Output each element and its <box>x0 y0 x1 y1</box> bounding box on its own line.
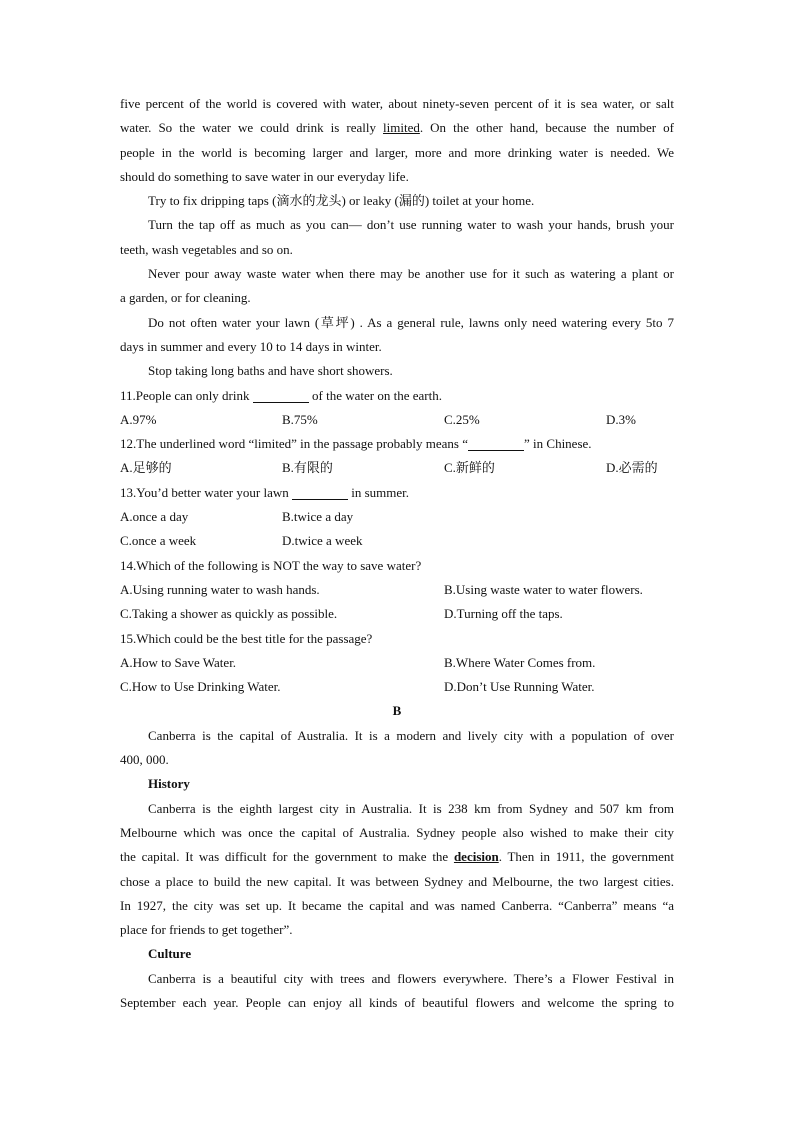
option-b: B.75% <box>282 411 318 427</box>
question-14-options-row-1 <box>120 578 674 602</box>
option-c: C.once a week <box>120 533 197 549</box>
question-13 <box>120 481 674 505</box>
option-d: D.3% <box>606 411 636 427</box>
question-text: of the water on the earth. <box>312 387 442 403</box>
question-15: 15.Which could be the best title for the passage? <box>120 630 373 646</box>
answer-blank <box>253 388 309 403</box>
tip-lawn-line-1: Do not often water your lawn (草坪) . As a general rule, lawns only need watering every 5to 7 <box>148 314 674 330</box>
tip-turn-tap-off-line-2: teeth, wash vegetables and so on. <box>120 241 293 257</box>
option-a: A.once a day <box>120 509 189 525</box>
history-line-4: chose a place to build the new capital. It was between Sydney and Melbourne, the two largest cities. <box>120 873 674 889</box>
answer-blank <box>468 436 524 451</box>
question-11-options <box>120 408 674 432</box>
option-d: D.Don’t Use Running Water. <box>444 679 595 695</box>
option-a: A.Using running water to wash hands. <box>120 581 320 597</box>
underlined-word-decision: decision <box>453 849 499 865</box>
tip-waste-water-line-1: Never pour away waste water when there may be another use for it such as watering a plant or <box>148 266 674 282</box>
question-13-options-row-2 <box>120 529 674 553</box>
history-line-1: Canberra is the eighth largest city in Australia. It is 238 km from Sydney and 507 km from <box>148 800 674 816</box>
option-c: C.Taking a shower as quickly as possible. <box>120 606 338 622</box>
option-a: A.97% <box>120 411 157 427</box>
history-line-6: place for friends to get together”. <box>120 922 293 938</box>
question-12 <box>120 432 674 456</box>
option-d: D.Turning off the taps. <box>444 606 563 622</box>
question-text: ” in Chinese. <box>524 436 592 452</box>
text-span: . Then in 1911, the government <box>498 849 674 865</box>
answer-blank <box>292 485 348 500</box>
question-12-options <box>120 456 674 480</box>
option-c: C.25% <box>444 411 480 427</box>
option-b: B.Using waste water to water flowers. <box>444 581 643 597</box>
question-15-options-row-2 <box>120 675 674 699</box>
tip-showers: Stop taking long baths and have short showers. <box>148 363 393 379</box>
text-span: water. So the water we could drink is really <box>120 120 376 136</box>
option-a: A.足够的 <box>120 460 172 476</box>
option-c: C.How to Use Drinking Water. <box>120 679 281 695</box>
passage-a-line-1: five percent of the world is covered with water, about ninety-seven percent of it is sea water, or salt <box>120 96 674 111</box>
passage-a-line-2 <box>120 116 674 140</box>
question-15-options-row-1 <box>120 651 674 675</box>
question-14: 14.Which of the following is NOT the way to save water? <box>120 557 422 573</box>
question-13-options-row-1 <box>120 505 674 529</box>
history-heading: History <box>148 776 190 792</box>
tip-turn-tap-off-line-1: Turn the tap off as much as you can— don’t use running water to wash your hands, brush your <box>148 217 674 233</box>
passage-b-heading: B <box>392 703 402 719</box>
question-11 <box>120 384 674 408</box>
option-c: C.新鲜的 <box>444 460 495 476</box>
question-text: 13.You’d better water your lawn <box>120 484 289 500</box>
passage-a-line-4: should do something to save water in our everyday life. <box>120 168 409 184</box>
passage-a-line-3: people in the world is becoming larger and larger, more and more drinking water is needed. We <box>120 144 674 160</box>
underlined-word-limited: limited <box>383 120 420 136</box>
option-b: B.twice a day <box>282 509 354 525</box>
option-b: B.有限的 <box>282 460 333 476</box>
document-body <box>120 92 674 1015</box>
history-line-2: Melbourne which was once the capital of Australia. Sydney people also wished to make their city <box>120 824 674 840</box>
culture-heading: Culture <box>148 946 192 962</box>
history-line-3 <box>120 845 674 869</box>
question-text: 12.The underlined word “limited” in the passage probably means “ <box>120 436 469 452</box>
culture-line-1: Canberra is a beautiful city with trees and flowers everywhere. There’s a Flower Festival in <box>148 970 674 986</box>
tip-lawn-line-2: days in summer and every 10 to 14 days in winter. <box>120 338 382 354</box>
option-b: B.Where Water Comes from. <box>444 654 596 670</box>
passage-b-intro-line-1: Canberra is the capital of Australia. It is a modern and lively city with a population of over <box>148 727 674 743</box>
history-line-5: In 1927, the city was set up. It became the capital and was named Canberra. “Canberra” means “a <box>120 897 674 913</box>
tip-waste-water-line-2: a garden, or for cleaning. <box>120 290 251 306</box>
option-d: D.必需的 <box>606 460 658 476</box>
option-a: A.How to Save Water. <box>120 654 237 670</box>
tip-fix-taps: Try to fix dripping taps (滴水的龙头) or leaky (漏的) toilet at your home. <box>148 193 535 209</box>
culture-line-2: September each year. People can enjoy all kinds of beautiful flowers and welcome the spring to <box>120 994 674 1010</box>
text-span: . On the other hand, because the number of <box>419 120 675 136</box>
option-d: D.twice a week <box>282 533 363 549</box>
text-span: the capital. It was difficult for the government to make the <box>120 849 449 865</box>
passage-b-intro-line-2: 400, 000. <box>120 752 169 768</box>
question-text: in summer. <box>351 484 410 500</box>
question-text: 11.People can only drink <box>120 387 250 403</box>
question-14-options-row-2 <box>120 602 674 626</box>
